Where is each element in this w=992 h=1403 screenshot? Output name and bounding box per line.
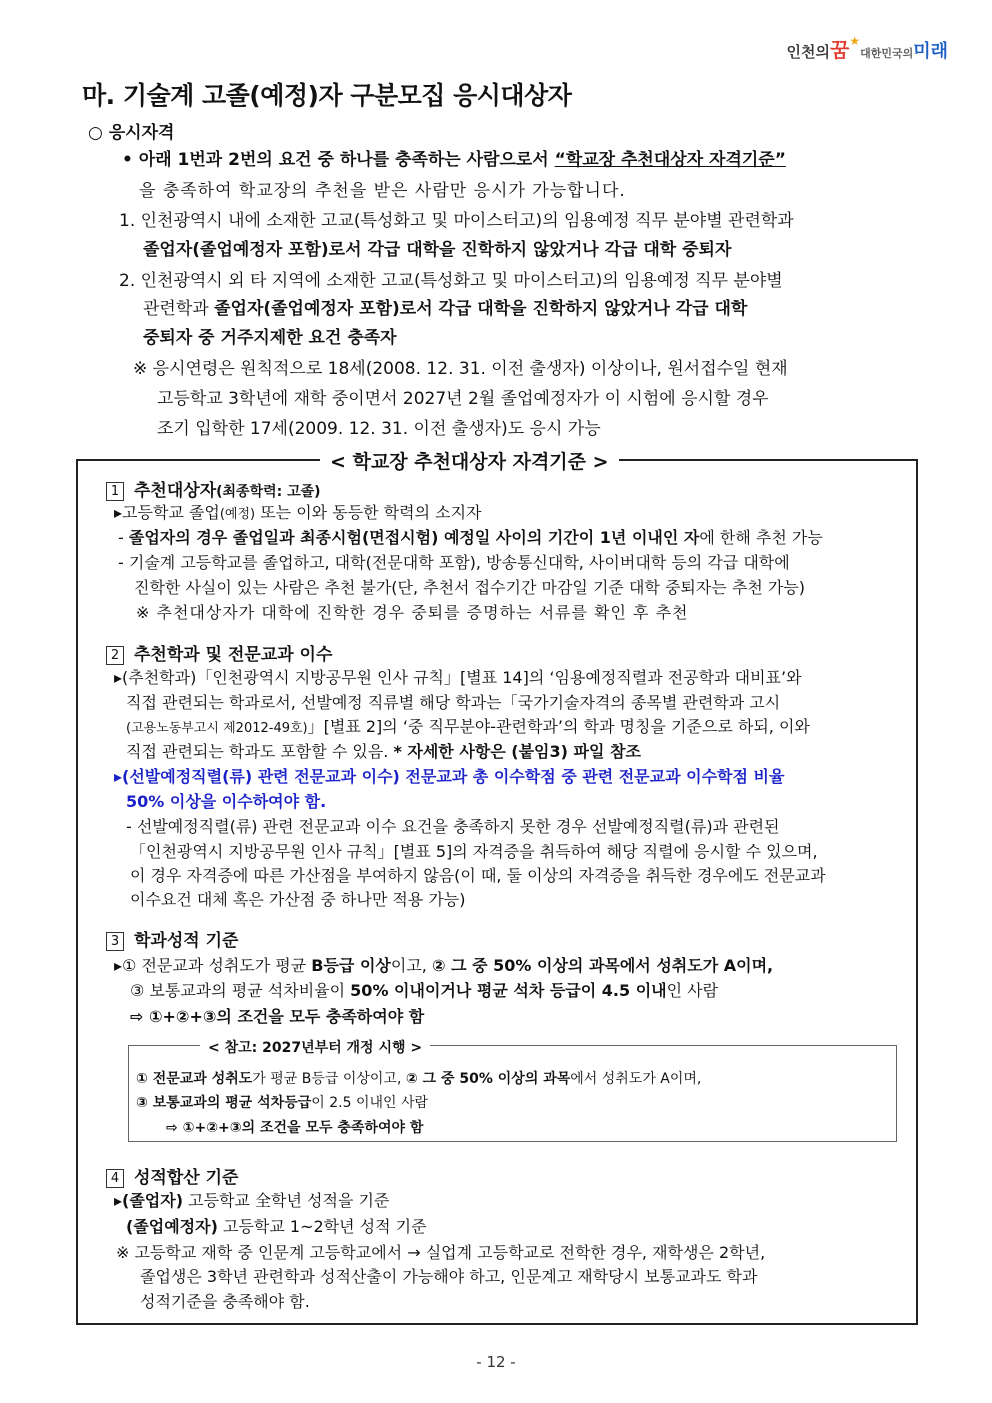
eligibility-item1: 1. 인천광역시 내에 소재한 고교(특성화고 및 마이스터고)의 임용예정 직무 분야별 관련학과 [119, 211, 794, 231]
page-title: 마. 기술계 고졸(예정)자 구분모집 응시대상자 [82, 81, 572, 110]
eligibility-bullet-cont: 을 충족하여 학교장의 추천을 받은 사람만 응시가 가능합니다. [139, 181, 626, 201]
section-4-line3: ※ 고등학교 재학 중 인문계 고등학교에서 → 실업계 고등학교로 전학한 경우, 재학생은 2학년, [116, 1243, 766, 1262]
eligibility-item1-cont: 졸업자(졸업예정자 포함)로서 각급 대학을 진학하지 않았거나 각급 대학 중퇴자 [143, 240, 732, 260]
criteria-heading: < 학교장 추천대상자 자격기준 > [320, 447, 619, 474]
age-note-cont: 고등학교 3학년에 재학 중이면서 2027년 2월 졸업예정자가 이 시험에 응시할 경우 [157, 389, 769, 409]
section-2-line1: ▸(추천학과)「인천광역시 지방공무원 인사 규칙」[별표 14]의 ‘임용예정직렬과 전공학과 대비표’와 [114, 668, 802, 687]
section-2-line9: 이 경우 자격증에 따른 가산점을 부여하지 않음(이 때, 둘 이상의 자격증을 취득한 경우에도 전문교과 [130, 866, 826, 885]
eligibility-bullet: • 아래 1번과 2번의 요건 중 하나를 충족하는 사람으로서 “학교장 추천대상자 자격기준” [122, 150, 786, 170]
section-1-note: ※ 추천대상자가 대학에 진학한 경우 중퇴를 증명하는 서류를 확인 후 추천 [136, 603, 689, 622]
section-1-title: 1 추천대상자(최종학력: 고졸) [106, 476, 321, 501]
section-4-line5: 성적기준을 충족해야 함. [140, 1292, 310, 1311]
section-3-line3: ⇨ ①+②+③의 조건을 모두 충족하여야 함 [130, 1007, 425, 1026]
section-2-title: 2 추천학과 및 전문교과 이수 [106, 640, 332, 665]
logo: 인천의꿈★대한민국의미래 [786, 34, 948, 62]
section-1-line1: ▸고등학교 졸업(예정) 또는 이와 동등한 학력의 소지자 [114, 503, 482, 522]
section-4-line2: (졸업예정자) 고등학교 1~2학년 성적 기준 [126, 1217, 427, 1236]
section-2-line2: 직접 관련되는 학과로서, 선발예정 직류별 해당 학과는「국가기술자격의 종목별 관련학과 고시 [126, 693, 781, 712]
section-4-line4: 졸업생은 3학년 관련학과 성적산출이 가능해야 하고, 인문계고 재학당시 보통교과도 학과 [140, 1267, 758, 1286]
reference-line1: ① 전문교과 성취도가 평균 B등급 이상이고, ② 그 중 50% 이상의 과목에서 성취도가 A이며, [136, 1071, 702, 1087]
section-3-title: 3 학과성적 기준 [106, 926, 238, 951]
section-2-line6: 50% 이상을 이수하여야 함. [126, 792, 327, 811]
section-2-line10: 이수요건 대체 혹은 가산점 중 하나만 적용 가능) [130, 890, 466, 909]
section-4-title: 4 성적합산 기준 [106, 1163, 238, 1188]
reference-line3: ⇨ ①+②+③의 조건을 모두 충족하여야 함 [166, 1120, 424, 1136]
reference-line2: ③ 보통교과의 평균 석차등급이 2.5 이내인 사람 [136, 1095, 429, 1111]
section-2-line5: ▸(선발예정직렬(류) 관련 전문교과 이수) 전문교과 총 이수학점 중 관련 전문교과 이수학점 비율 [114, 767, 785, 786]
age-note: ※ 응시연령은 원칙적으로 18세(2008. 12. 31. 이전 출생자) 이상이나, 원서접수일 현재 [133, 359, 788, 379]
age-note-cont2: 조기 입학한 17세(2009. 12. 31. 이전 출생자)도 응시 가능 [157, 419, 601, 439]
section-3-line2: ③ 보통교과의 평균 석차비율이 50% 이내이거나 평균 석차 등급이 4.5 이내인 사람 [130, 981, 719, 1000]
section-1-line3: - 기술계 고등학교를 졸업하고, 대학(전문대학 포함), 방송통신대학, 사이버대학 등의 각급 대학에 [118, 553, 790, 572]
reference-heading: < 참고: 2027년부터 개정 시행 > [200, 1037, 430, 1057]
section-1-line4: 진학한 사실이 있는 사람은 추천 불가(단, 추천서 접수기간 마감일 기준 대학 중퇴자는 추천 가능) [134, 578, 806, 597]
eligibility-item2: 2. 인천광역시 외 타 지역에 소재한 고교(특성화고 및 마이스터고)의 임용예정 직무 분야별 [119, 271, 783, 291]
eligibility-item2-cont2: 중퇴자 중 거주지제한 요건 충족자 [143, 328, 397, 348]
section-2-line7: - 선발예정직렬(류) 관련 전문교과 이수 요건을 충족하지 못한 경우 선발예정직렬(류)과 관련된 [126, 817, 780, 836]
eligibility-heading: ○ 응시자격 [88, 123, 175, 143]
section-2-line8: 「인천광역시 지방공무원 인사 규칙」[별표 5]의 자격증을 취득하여 해당 직렬에 응시할 수 있으며, [130, 842, 818, 861]
section-4-line1: ▸(졸업자) 고등학교 全학년 성적을 기준 [114, 1191, 390, 1210]
star-icon: ★ [849, 34, 861, 48]
page-number: - 12 - [476, 1353, 516, 1371]
section-2-line4: 직접 관련되는 학과도 포함할 수 있음. * 자세한 사항은 (붙임3) 파일 참조 [126, 742, 641, 761]
section-1-line2: - 졸업자의 경우 졸업일과 최종시험(면접시험) 예정일 사이의 기간이 1년 이내인 자에 한해 추천 가능 [118, 528, 823, 547]
section-2-line3: (고용노동부고시 제2012-49호)」[별표 2]의 ‘중 직무분야-관련학과’의 학과 명칭을 기준으로 하되, 이와 [126, 717, 810, 736]
eligibility-item2-cont: 관련학과 졸업자(졸업예정자 포함)로서 각급 대학을 진학하지 않았거나 각급 대학 [143, 299, 748, 319]
section-3-line1: ▸① 전문교과 성취도가 평균 B등급 이상이고, ② 그 중 50% 이상의 과목에서 성취도가 A이며, [114, 956, 774, 975]
